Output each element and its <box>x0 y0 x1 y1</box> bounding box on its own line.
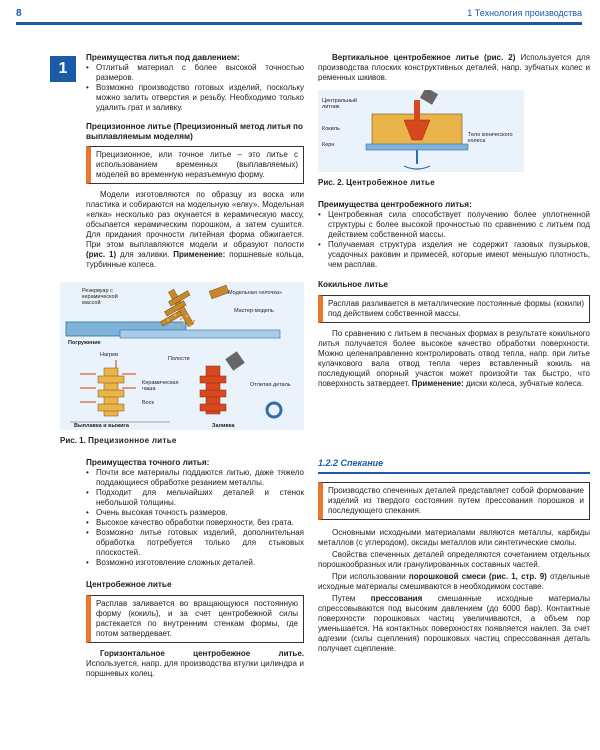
label-wax: Воск <box>142 400 154 406</box>
label-cavities: Полости <box>168 356 190 362</box>
centrifugal-adv-heading: Преимущества центробежного литья: <box>318 200 472 209</box>
figure-2 <box>318 90 524 172</box>
cast-part-shape <box>267 403 281 417</box>
left-column-top <box>86 53 304 270</box>
channel-shape <box>414 100 420 122</box>
centrifugal-adv-list <box>318 210 590 270</box>
section-title: 1.2.2 Спекание <box>318 458 590 474</box>
sinter-p3 <box>318 572 590 592</box>
list-item: • Получаемая структура изделия не содержит газовых пузырьков, усадочных раковин и примесей, которые имеют меньшую плотность, чем расплав. <box>318 240 590 270</box>
chill-app-label: Применение: <box>411 379 464 388</box>
ladle-shape <box>225 351 244 370</box>
precision-text <box>86 190 304 270</box>
chapter-title: 1 Технология производства <box>467 8 582 18</box>
fig1-caption-prefix: Рис. 1. <box>60 436 86 445</box>
label-casting: Отлитая деталь <box>250 382 291 388</box>
label-bevel-wheel: Тело конического колеса <box>468 132 513 144</box>
label-tree: Модельная «елочка» <box>228 290 282 296</box>
left-column-bottom <box>86 458 304 679</box>
vertical-body: Используется для производства плоских конструктивных деталей, напр. зубчатых колес и ременных шкивов. <box>318 53 590 82</box>
vertical-label: Вертикальное центробежное литье <box>332 53 479 62</box>
label-dipping: Погружение <box>68 340 101 346</box>
chill-definition: Расплав разливается в металлические постоянные формы (кокили) под действием собственной массы. <box>328 299 584 318</box>
sinter-p4-c: смешанные исходные материалы спрессовываются под высоким давлением (до 6000 бар). Контактные поверхности порошковых частиц увеличиваются, а объем пор уменьшается. На контактных поверхностях появляется наклеп. За счет адгезии (силы сцепления) порошковых частиц спрессованная деталь получает сцепление. <box>318 594 590 653</box>
list-item: • Возможно литье готовых изделий, дополнительная обработка потребуется только для стыковых плоскостей. <box>86 528 304 558</box>
chill-heading: Кокильное литье <box>318 280 388 289</box>
horizontal-label: Горизонтальное центробежное литье. <box>100 649 304 658</box>
right-column-top <box>318 53 590 83</box>
header-rule <box>16 22 582 25</box>
label-pouring: Заливка <box>212 423 235 429</box>
list-item: • Возможно производство готовых изделий, поскольку можно залить отверстия и резьбу. Необходимо только удалить грат и заливку. <box>86 83 304 113</box>
precision-text-2: для заливки. <box>120 250 170 259</box>
sinter-p1: Основными исходными материалами являются металлы, карбиды металлов (с углеродом), оксиды металлов или синтетические смолы. <box>318 528 590 547</box>
molten-metal-shape <box>200 366 226 414</box>
list-item: • Подходит для мельчайших деталей и стенок небольшой толщины. <box>86 488 304 508</box>
sinter-p3-a: При использовании <box>332 572 406 581</box>
label-melt-burn: Выплавка и выжига <box>74 423 129 429</box>
label-central-channel: Центральный литник <box>322 98 357 110</box>
ladle-shape <box>420 90 438 105</box>
chill-app-text: диски колеса, зубчатые колеса. <box>466 379 584 388</box>
precision-definition: Прецизионное, или точное литье – это литье с использованием временных (выплавляемых) моделей во временную неразъемную форму. <box>96 150 298 179</box>
chill-body: По сравнению с литьем в песчаных формах в результате кокильного литья получается более высокое качество обработки поверхности. Можно целенаправленно контролировать отвод тепла, напр. при литье кулачкового вала отвод тепла через вставленный кокиль на последующий опорный участок может произойти так быстро, что поверхность затвердеет. <box>318 329 590 388</box>
list-item: • Высокое качество обработки поверхности, без грата. <box>86 518 304 528</box>
label-chill-mold: Кокиль <box>322 126 340 132</box>
page-header <box>0 0 600 30</box>
figure-2-caption <box>318 178 435 188</box>
sinter-p4-a: Путем <box>332 594 356 603</box>
list-item: • Центробежная сила способствует получению более уплотненной структуры с более высокой прочностью по сравнению с литьем под действием собственной массы. <box>318 210 590 240</box>
precise-list <box>86 468 304 568</box>
chill-definition-box <box>318 295 590 323</box>
centrifugal-definition: Расплав заливается во вращающуюся постоянную форму (кокиль), и за счет центробежной силы растекается по внутренним стенкам формы, где потом затвердевает. <box>96 599 298 638</box>
pressure-heading: Преимущества литья под давлением: <box>86 53 240 62</box>
precision-heading: Прецизионное литье (Прецизионный метод литья по выплавляемым моделям) <box>86 122 304 141</box>
sinter-definition: Производство спеченных деталей представляет собой формование изделий из твердого состояния путем прессования порошков и последующего спекания. <box>328 486 584 515</box>
page-number: 8 <box>16 8 22 19</box>
precision-text-1: Модели изготовляются по образцу из воска или пластика и собираются на модельную «елку». Модельная «елка» несколько раз окунается в керамическую массу, обсыпается керамическим порошком, а затем сушится. Для придания прочности литейная форма обжигается. При этом выплавляются модели и образуют полости <box>86 190 304 249</box>
precision-app-text: поршневые кольца, турбинные колеса. <box>86 250 304 269</box>
figure-1-caption <box>60 436 177 446</box>
label-reservoir: Резервуар с керамической массой <box>82 288 118 306</box>
vertical-text <box>318 53 590 83</box>
list-item: • Отлитый материал с более высокой точностью размеров. <box>86 63 304 83</box>
rotation-arrow <box>404 166 430 169</box>
sinter-p2: Свойства спеченных деталей определяются сочетанием отдельных порошкообразных или гранулированных составных частей. <box>318 550 590 569</box>
plate-shape <box>120 330 280 338</box>
sinter-p3-c: отдельные исходные материалы смешиваются в необходимом составе. <box>318 572 590 591</box>
right-column-bottom <box>318 482 590 654</box>
centrifugal-heading: Центробежное литье <box>86 580 172 589</box>
sinter-p3-b: порошковой смеси (рис. 1, стр. 9) <box>408 572 547 581</box>
label-core: Керн <box>322 142 335 148</box>
fig2-ref: (рис. 2) <box>484 53 516 62</box>
horizontal-body: Используется, напр. для производства втулки цилиндра и поршневых колец. <box>86 659 304 678</box>
centrifugal-definition-box <box>86 595 304 643</box>
label-ceramic-shell: Керамическая чаша <box>142 380 179 392</box>
right-column-middle <box>318 200 590 389</box>
chill-text <box>318 329 590 389</box>
figure-1 <box>60 282 304 430</box>
precision-app-label: Применение: <box>173 250 226 259</box>
list-item: • Возможно изготовление сложных деталей. <box>86 558 304 568</box>
fig1-ref: (рис. 1) <box>86 250 117 259</box>
precision-definition-box <box>86 146 304 184</box>
label-master: Мастер-модель <box>234 308 274 314</box>
precise-heading: Преимущества точного литья: <box>86 458 210 467</box>
fig1-caption-text: Прецизионное литье <box>88 436 177 445</box>
sinter-definition-box <box>318 482 590 520</box>
sinter-p4-b: прессования <box>370 594 423 603</box>
fig2-caption-prefix: Рис. 2. <box>318 178 344 187</box>
ceramic-shell-shape <box>98 368 124 416</box>
pressure-list <box>86 63 304 113</box>
fig2-caption-text: Центробежное литье <box>346 178 436 187</box>
horizontal-text <box>86 649 304 679</box>
list-item: • Очень высокая точность размеров. <box>86 508 304 518</box>
table-shape <box>366 144 468 150</box>
chapter-tab: 1 <box>50 56 76 82</box>
sinter-p4 <box>318 594 590 654</box>
list-item: • Почти все материалы поддаются литью, даже тяжело поддающиеся обработке резанием металлы. <box>86 468 304 488</box>
label-heating: Нагрев <box>100 352 119 358</box>
